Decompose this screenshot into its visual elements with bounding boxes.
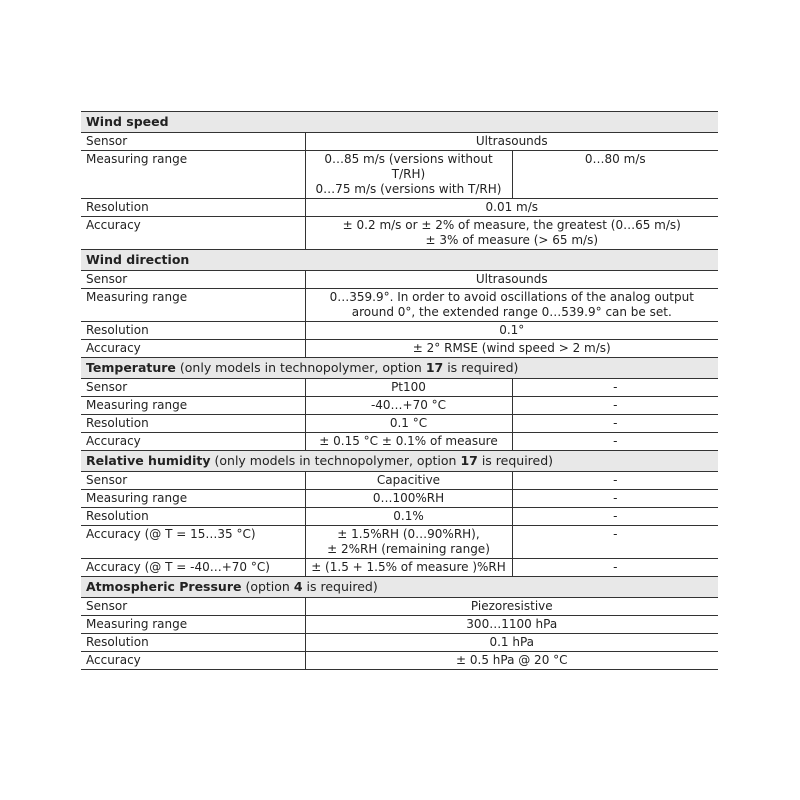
section-note: (option [241, 579, 294, 594]
table-row [81, 472, 718, 490]
row-value-b: - [512, 526, 718, 559]
row-label: Measuring range [81, 490, 305, 508]
row-label: Accuracy [81, 340, 305, 358]
row-value: 0.1 hPa [305, 634, 718, 652]
row-value: ± 0.15 °C ± 0.1% of measure [305, 433, 512, 451]
table-row [81, 322, 718, 340]
table-row [81, 151, 718, 199]
section-note: (only models in technopolymer, option [175, 360, 426, 375]
row-label: Sensor [81, 133, 305, 151]
table-row [81, 133, 718, 151]
row-value: Ultrasounds [305, 133, 718, 151]
row-value-b: - [512, 433, 718, 451]
section-title: Temperature [86, 360, 176, 375]
row-value: -40…+70 °C [305, 397, 512, 415]
row-label: Accuracy [81, 652, 305, 670]
row-value-b: - [512, 397, 718, 415]
section-note: is required) [302, 579, 378, 594]
table-row [81, 217, 718, 250]
row-label: Accuracy (@ T = -40…+70 °C) [81, 559, 305, 577]
row-value: Ultrasounds [305, 271, 718, 289]
row-value-b: - [512, 508, 718, 526]
row-value: 0.01 m/s [305, 199, 718, 217]
value-line: ± 2%RH (remaining range) [327, 542, 490, 556]
row-label: Accuracy [81, 217, 305, 250]
table-row [81, 415, 718, 433]
row-value-b: - [512, 472, 718, 490]
row-label: Accuracy [81, 433, 305, 451]
section-wind-speed [81, 112, 718, 133]
table-row [81, 508, 718, 526]
table-row [81, 289, 718, 322]
row-value [305, 526, 512, 559]
table-row [81, 271, 718, 289]
row-value: ± 0.5 hPa @ 20 °C [305, 652, 718, 670]
section-wind-direction [81, 250, 718, 271]
row-label: Resolution [81, 199, 305, 217]
section-atmospheric-pressure [81, 577, 718, 598]
section-relative-humidity [81, 451, 718, 472]
value-line: 0…359.9°. In order to avoid oscillations of the analog output [329, 290, 694, 304]
row-value-b: - [512, 379, 718, 397]
row-value-b: - [512, 490, 718, 508]
row-label: Resolution [81, 415, 305, 433]
row-label: Resolution [81, 322, 305, 340]
row-label: Sensor [81, 598, 305, 616]
table-row [81, 598, 718, 616]
section-title: Relative humidity [86, 453, 211, 468]
row-value [305, 217, 718, 250]
section-note: is required) [477, 453, 554, 468]
option-number: 4 [293, 579, 303, 594]
section-title: Atmospheric Pressure [86, 579, 242, 594]
row-label: Measuring range [81, 151, 305, 199]
section-note: (only models in technopolymer, option [210, 453, 461, 468]
row-value-b: - [512, 559, 718, 577]
row-value: ± 2° RMSE (wind speed > 2 m/s) [305, 340, 718, 358]
row-label: Resolution [81, 634, 305, 652]
table-row [81, 397, 718, 415]
row-value [305, 151, 512, 199]
row-value-b: 0…80 m/s [512, 151, 718, 199]
value-line: ± 1.5%RH (0…90%RH), [337, 527, 480, 541]
row-value [305, 289, 718, 322]
row-value: Capacitive [305, 472, 512, 490]
row-value: Pt100 [305, 379, 512, 397]
table-row [81, 199, 718, 217]
value-line: ± 0.2 m/s or ± 2% of measure, the greatest (0…65 m/s) [342, 218, 681, 232]
row-label: Sensor [81, 379, 305, 397]
row-value: 0.1% [305, 508, 512, 526]
table-row [81, 652, 718, 670]
row-value: 0…100%RH [305, 490, 512, 508]
option-number: 17 [460, 453, 478, 468]
row-value: 0.1° [305, 322, 718, 340]
row-value: 0.1 °C [305, 415, 512, 433]
row-value-b: - [512, 415, 718, 433]
section-note: is required) [443, 360, 519, 375]
row-label: Resolution [81, 508, 305, 526]
row-value: Piezoresistive [305, 598, 718, 616]
row-label: Measuring range [81, 397, 305, 415]
row-label: Accuracy (@ T = 15…35 °C) [81, 526, 305, 559]
row-label: Sensor [81, 271, 305, 289]
table-row [81, 433, 718, 451]
table-row [81, 490, 718, 508]
row-label: Sensor [81, 472, 305, 490]
table-row [81, 634, 718, 652]
table-row [81, 340, 718, 358]
table-row [81, 616, 718, 634]
value-line: 0…75 m/s (versions with T/RH) [315, 182, 502, 196]
section-title: Wind speed [86, 114, 169, 129]
section-temperature [81, 358, 718, 379]
option-number: 17 [425, 360, 444, 375]
table-row [81, 526, 718, 559]
table-row [81, 379, 718, 397]
row-value: ± (1.5 + 1.5% of measure )%RH [305, 559, 512, 577]
row-label: Measuring range [81, 616, 305, 634]
spec-table [81, 111, 718, 670]
value-line: 0…85 m/s (versions without T/RH) [324, 152, 493, 181]
table-row [81, 559, 718, 577]
value-line: ± 3% of measure (> 65 m/s) [425, 233, 599, 247]
section-title: Wind direction [86, 252, 190, 267]
row-label: Measuring range [81, 289, 305, 322]
row-value: 300…1100 hPa [305, 616, 718, 634]
value-line: around 0°, the extended range 0…539.9° can be set. [351, 305, 672, 319]
